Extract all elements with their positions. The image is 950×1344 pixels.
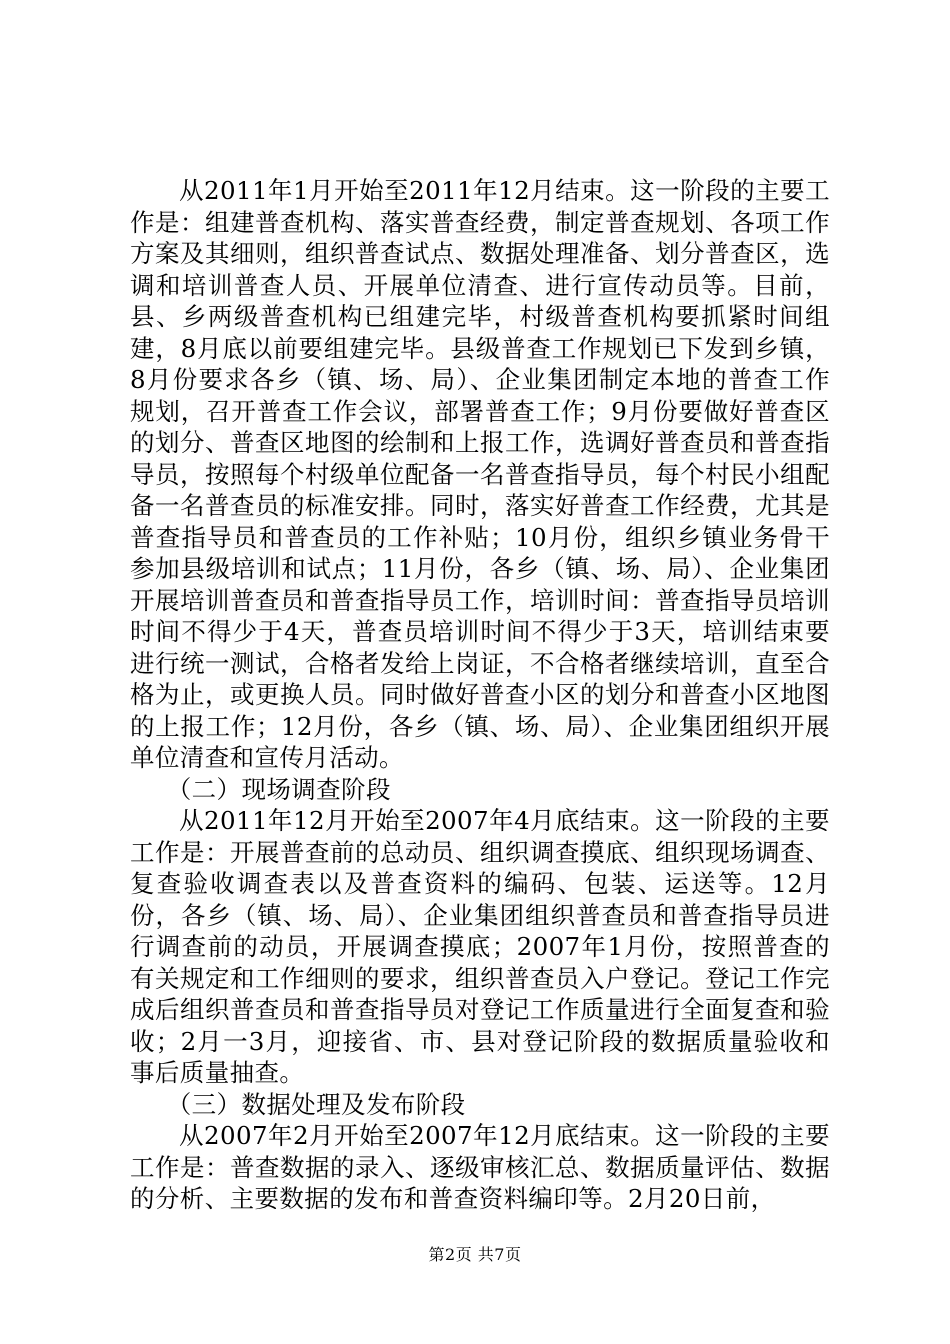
page-number-footer: 第2页 共7页: [428, 1245, 522, 1264]
paragraph-data-processing-description: 从2007年2月开始至2007年12月底结束。这一阶段的主要工作是：普查数据的录入、逐级审核汇总、数据质量评估、数据的分析、主要数据的发布和普查资料编印等。2月20日前，: [130, 1121, 830, 1213]
section-heading-data-processing: （三）数据处理及发布阶段: [166, 1089, 466, 1119]
paragraph-phase-one-description: 从2011年1月开始至2011年12月结束。这一阶段的主要工作是：组建普查机构、落实普查经费，制定普查规划、各项工作方案及其细则，组织普查试点、数据处理准备、划分普查区，选调和培训普查人员、开展单位清查、进行宣传动员等。目前，县、乡两级普查机构已组建完毕，村级普查机构要抓紧时间组建，8月底以前要组建完毕。县级普查工作规划已下发到乡镇，8月份要求各乡（镇、场、局）、企业集团制定本地的普查工作规划，召开普查工作会议，部署普查工作；9月份要做好普查区的划分、普查区地图的绘制和上报工作，选调好普查员和普查指导员，按照每个村级单位配备一名普查指导员，每个村民小组配备一名普查员的标准安排。同时，落实好普查工作经费，尤其是普查指导员和普查员的工作补贴；10月份，组织乡镇业务骨干参加县级培训和试点；11月份，各乡（镇、场、局）、企业集团开展培训普查员和普查指导员工作，培训时间：普查指导员培训时间不得少于4天，普查员培训时间不得少于3天，培训结束要进行统一测试，合格者发给上岗证，不合格者继续培训，直至合格为止，或更换人员。同时做好普查小区的划分和普查小区地图的上报工作；12月份，各乡（镇、场、局）、企业集团组织开展单位清查和宣传月活动。: [130, 176, 830, 772]
document-body: [130, 175, 830, 1215]
paragraph-field-survey-description: 从2011年12月开始至2007年4月底结束。这一阶段的主要工作是：开展普查前的总动员、组织调查摸底、组织现场调查、复查验收调查表以及普查资料的编码、包装、运送等。12月份，各乡（镇、场、局）、企业集团组织普查员和普查指导员进行调查前的动员，开展调查摸底；2007年1月份，按照普查的有关规定和工作细则的要求，组织普查员入户登记。登记工作完成后组织普查员和普查指导员对登记工作质量进行全面复查和验收；2月一3月，迎接省、市、县对登记阶段的数据质量验收和事后质量抽查。: [130, 806, 830, 1087]
section-heading-field-survey: （二）现场调查阶段: [166, 774, 391, 804]
